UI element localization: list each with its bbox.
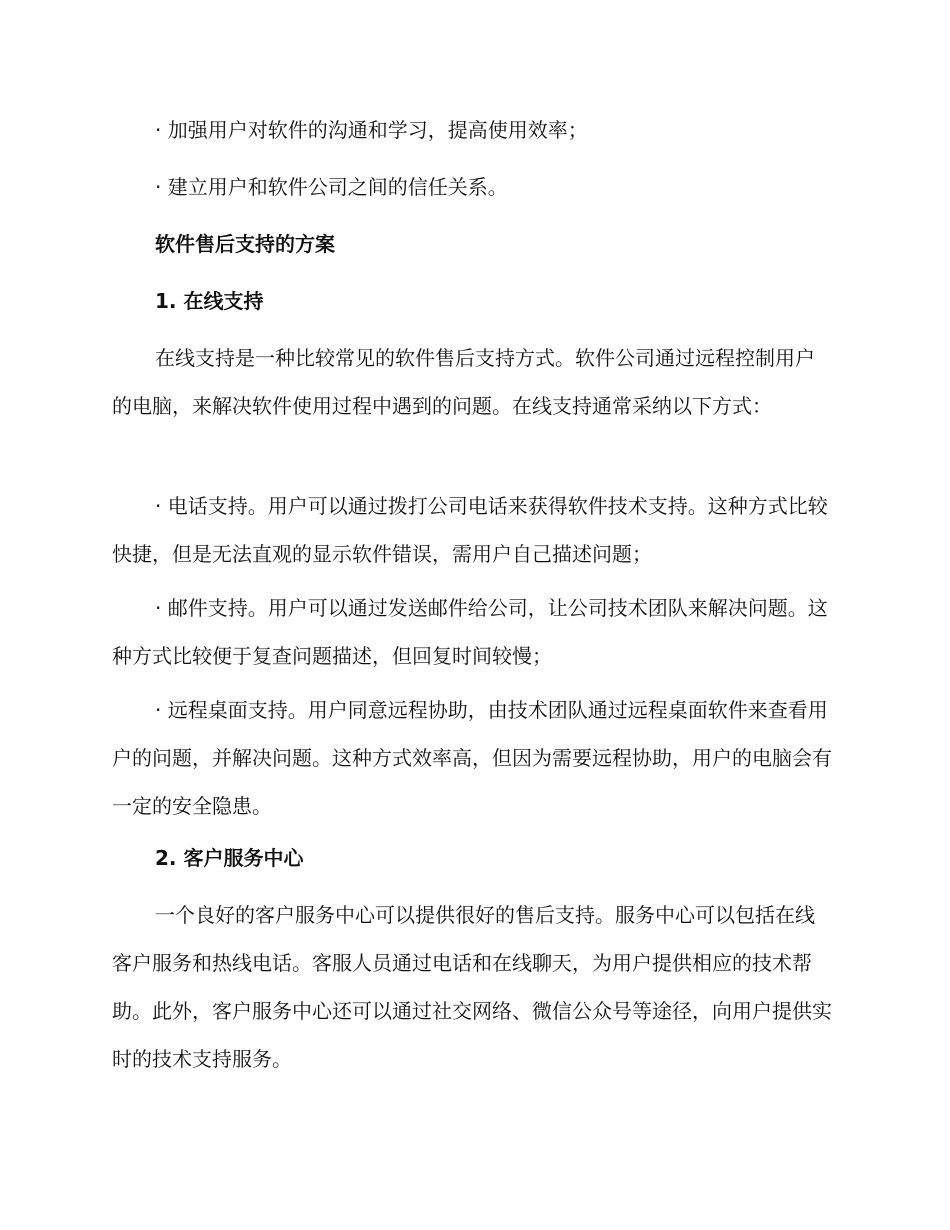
subsection-1-title: 1. 在线支持 xyxy=(155,289,264,313)
online-support-intro: 在线支持是一种比较常见的软件售后支持方式。软件公司通过远程控制用户的电脑，来解决软件使用过程中遇到的问题。在线支持通常采纳以下方式： xyxy=(112,346,815,418)
service-center-text: 一个良好的客户服务中心可以提供很好的售后支持。服务中心可以包括在线客户服务和热线电话。客服人员通过电话和在线聊天，为用户提供相应的技术帮助。此外，客户服务中心还可以通过社交网络、微信公众号等途径，向用户提供实时的技术支持服务。 xyxy=(112,903,832,1071)
phone-support-item: · 电话支持。用户可以通过拨打公司电话来获得软件技术支持。这种方式比较快捷，但是无法直观的显示软件错误，需用户自己描述问题； xyxy=(112,494,828,566)
subsection-2-title: 2. 客户服务中心 xyxy=(155,846,304,870)
remote-desktop-support-item: · 远程桌面支持。用户同意远程协助，由技术团队通过远程桌面软件来查看用户的问题，并解决问题。这种方式效率高，但因为需要远程协助，用户的电脑会有一定的安全隐患。 xyxy=(112,698,832,818)
bullet-trust: · 建立用户和软件公司之间的信任关系。 xyxy=(155,175,508,199)
email-support-item: · 邮件支持。用户可以通过发送邮件给公司，让公司技术团队来解决问题。这种方式比较便于复查问题描述，但回复时间较慢； xyxy=(112,596,828,668)
bullet-communication: · 加强用户对软件的沟通和学习，提高使用效率； xyxy=(155,118,588,142)
section-title: 软件售后支持的方案 xyxy=(155,232,335,256)
